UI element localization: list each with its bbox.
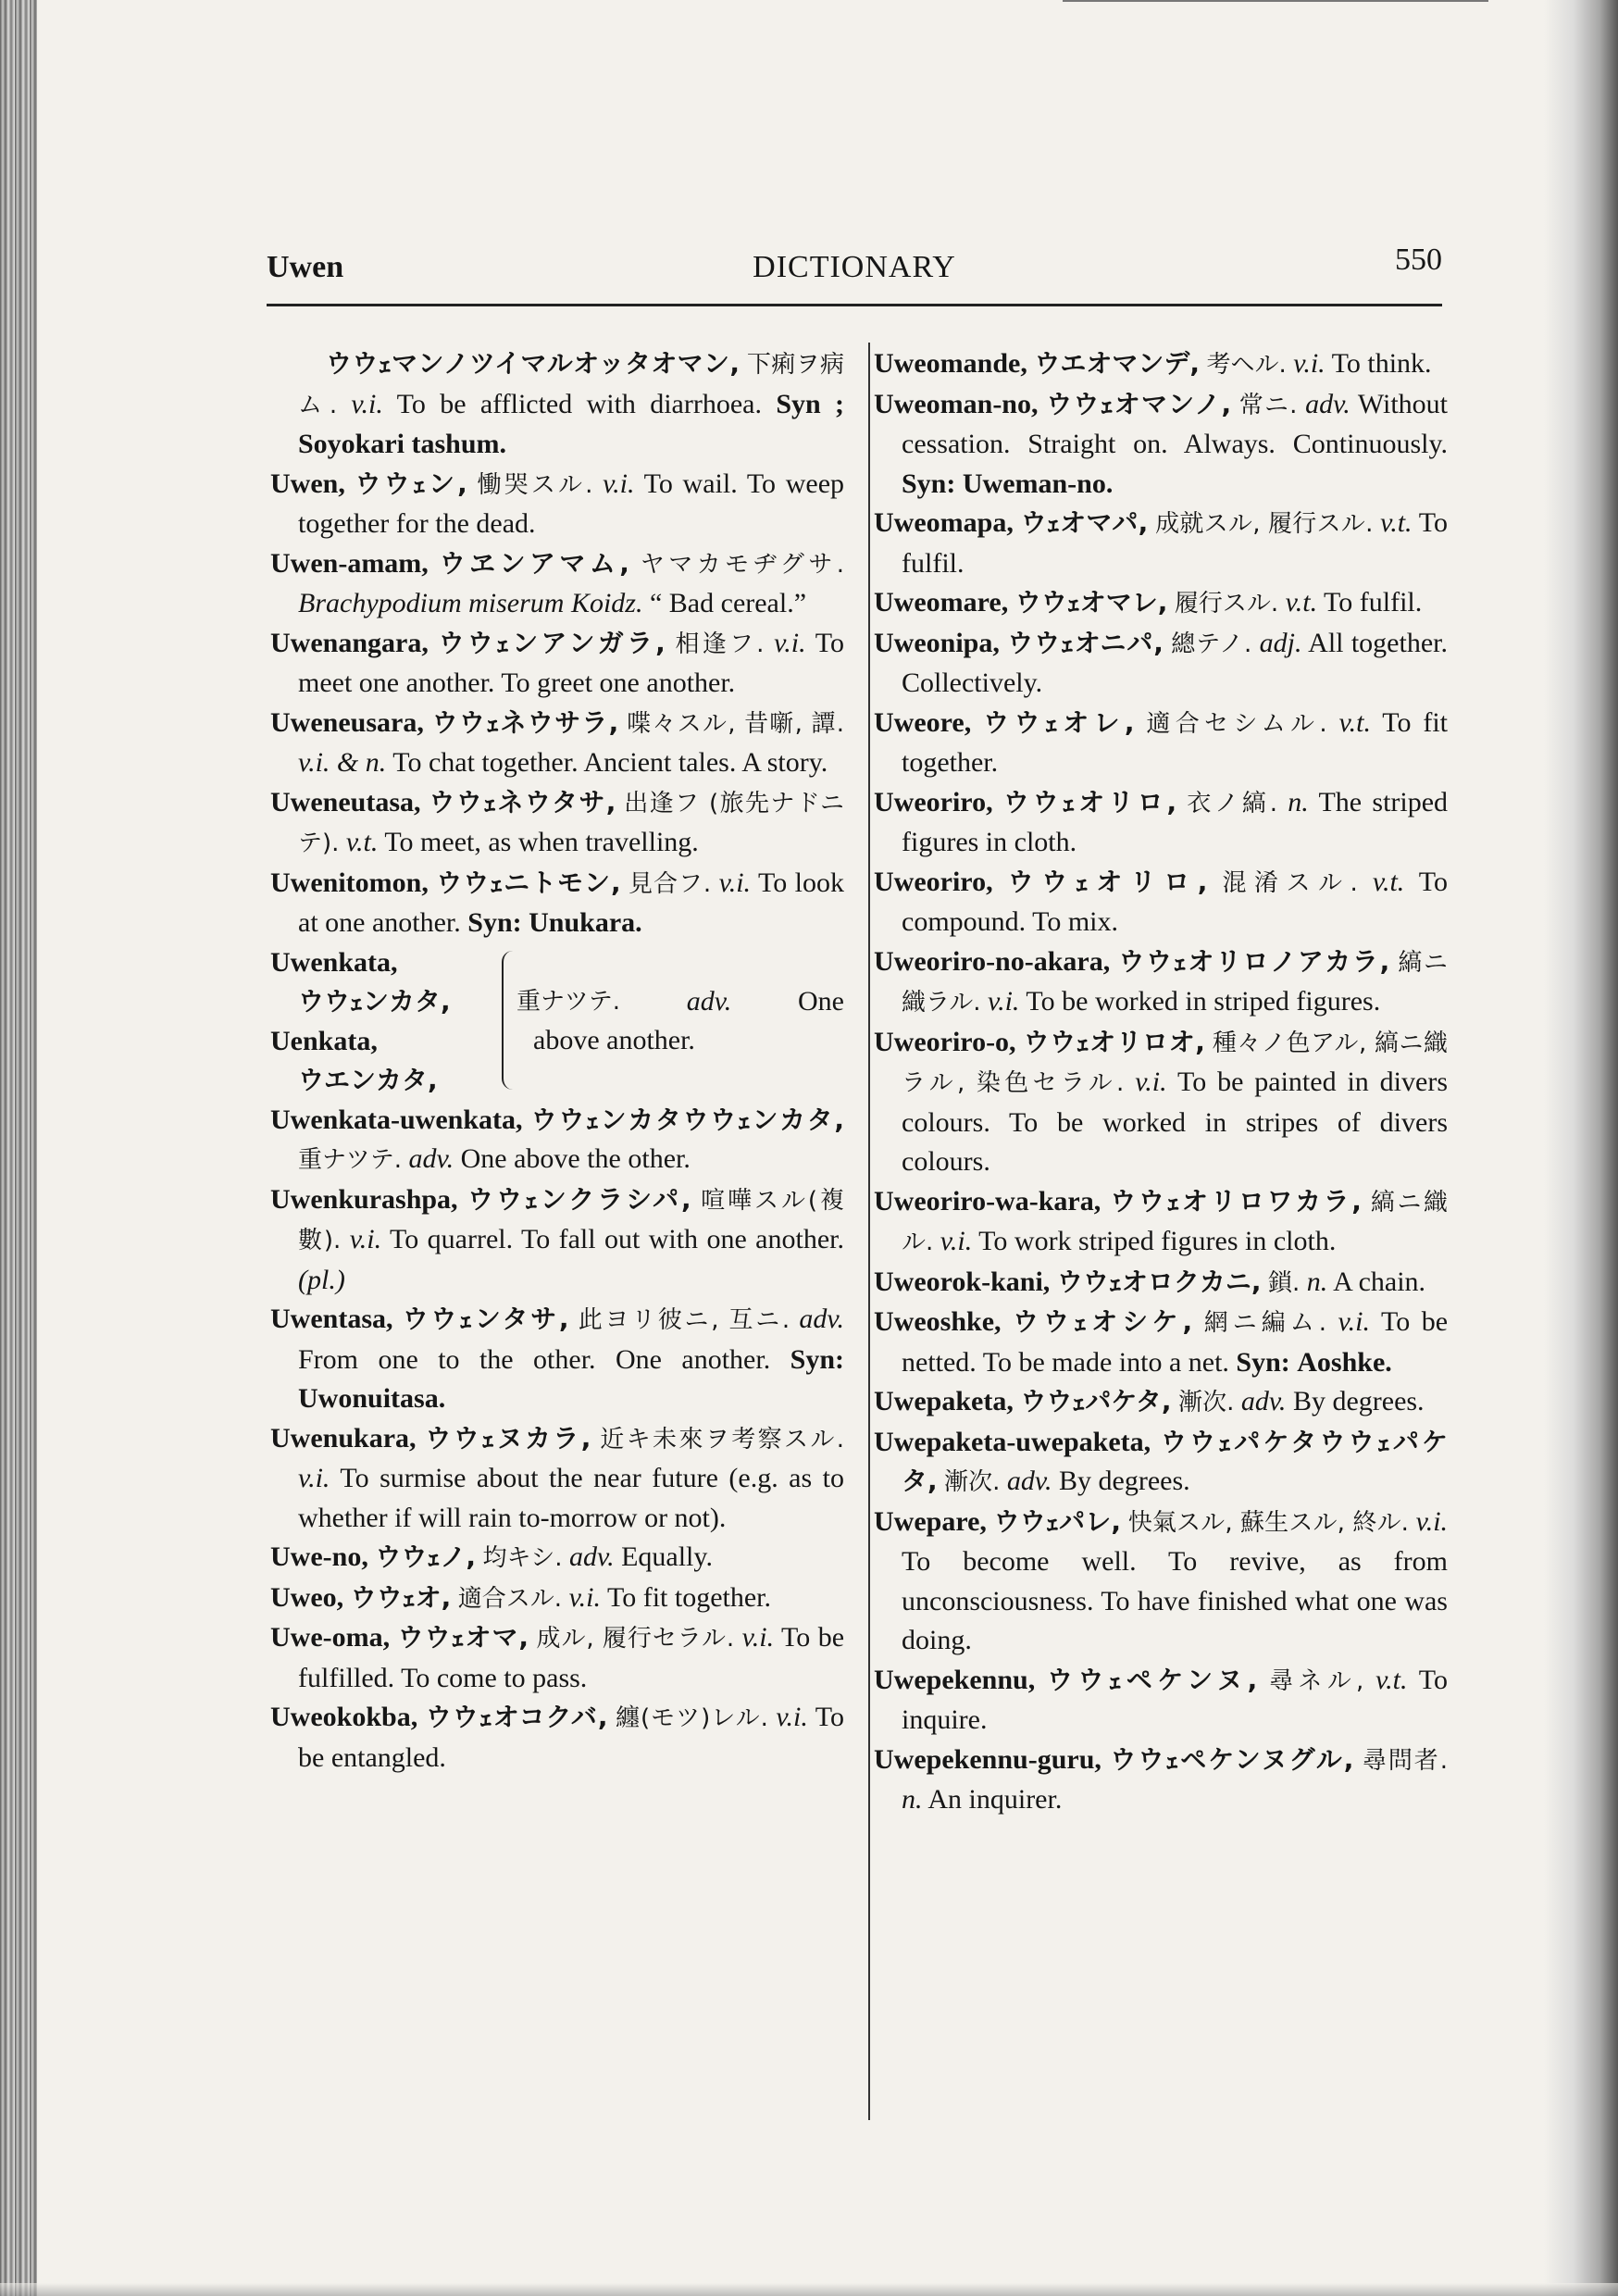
dictionary-entry: Uweoriro-no-akara, ウウｪオリロノアカラ, 縞ニ織ラル. v.i. To be worked in striped figures. <box>874 945 1449 1017</box>
headword: Uweore, <box>874 706 972 738</box>
headword: Uwepaketa, <box>874 1386 1014 1416</box>
dictionary-entry: Uwepare, ウウｪパレ, 快氣スル, 蘇生スル, 終ル. v.i. To become well. To revive, as from unconsciousness. To have finished what one was doing. <box>874 1505 1449 1655</box>
dictionary-entry: Uweoman-no, ウウｪオマンノ, 常ニ. adv. Without cessation. Straight on. Always. Continuously. Syn: Uweman-no. <box>874 388 1449 499</box>
dictionary-entry-group: Uwenkata, ウウｪンカタ, Uenkata, ウエンカタ, 重ナツテ. adv. One above another. <box>270 943 844 1101</box>
dictionary-entry: ウウｪマンノツイマルオッタオマン, 下痢ヲ病ム. v.i. To be afflicted with diarrhoea. Syn ; Soyokari tashum. <box>298 348 845 459</box>
dictionary-entry: Uweneusara, ウウｪネウサラ, 喋々スル, 昔噺, 譚. v.i. & n. To chat together. Ancient tales. A story. <box>270 706 845 778</box>
headword: Uwen, <box>270 468 345 499</box>
page-number: 550 <box>1395 243 1442 277</box>
dictionary-entry: Uweoriro-o, ウウｪオリロオ, 種々ノ色アル, 縞ニ織ラル, 染色セラル. v.i. To be painted in divers colours. To be worked in stripes of divers colours. <box>874 1026 1449 1177</box>
dictionary-entry: Uwenangara, ウウｪンアンガラ, 相逢フ. v.i. To meet one another. To greet one another. <box>270 627 845 698</box>
headword: Uweoshke, <box>874 1306 1002 1337</box>
dictionary-entry: Uweoriro, ウウｪオリロ, 衣ノ縞. n. The striped figures in cloth. <box>874 786 1449 857</box>
dictionary-entry: Uwen-amam, ウヱンアマム, ヤマカモヂグサ. Brachypodium miserum Koidz. “ Bad cereal.” <box>270 547 844 618</box>
column-divider <box>868 343 870 2120</box>
headword: Uweoriro, <box>874 786 993 817</box>
headword: Uweomapa, <box>874 507 1014 538</box>
guide-word: Uwen <box>267 250 344 284</box>
scan-edge-bottom <box>0 2283 1618 2296</box>
page-header <box>267 243 1442 306</box>
headword: Uwe-oma, <box>270 1622 391 1653</box>
dictionary-entry: Uweneutasa, ウウｪネウタサ, 出逢フ (旅先ナドニテ). v.t. To meet, as when travelling. <box>270 786 845 857</box>
headword: Uwepare, <box>874 1505 987 1537</box>
dictionary-entry: Uwenkurashpa, ウウｪンクラシパ, 喧嘩スル(複數). v.i. To quarrel. To fall out with one another. (pl.) <box>270 1183 845 1295</box>
headword: Uwe-no, <box>270 1541 368 1572</box>
dictionary-entry: Uwepekennu-guru, ウウｪペケンヌグル, 尋問者. n. An inquirer. <box>874 1743 1449 1815</box>
dictionary-entry: Uweomande, ウエオマンデ, 考ヘル. v.i. To think. <box>874 348 1432 379</box>
headword: Uwen-amam, <box>270 547 429 579</box>
brace <box>502 951 517 1090</box>
dictionary-entry: Uweoriro, ウウｪオリロ, 混淆スル. v.t. To compound. To mix. <box>874 866 1449 937</box>
dictionary-entry: Uweonipa, ウウｪオニパ, 總テノ. adj. All together. Collectively. <box>874 627 1448 698</box>
dictionary-entry: Uweomapa, ウｪオマパ, 成就スル, 履行スル. v.t. To fulfil. <box>874 507 1449 579</box>
dictionary-entry: Uwenukara, ウウｪヌカラ, 近キ未來ヲ考察スル. v.i. To surmise about the near future (e.g. as to whether if will rain to-morrow or not). <box>270 1422 845 1533</box>
headword: Uweo, <box>270 1581 344 1613</box>
dictionary-entry: Uwentasa, ウウｪンタサ, 此ヨリ彼ニ, 互ニ. adv. From one to the other. One another. Syn: Uwonuitasa. <box>270 1304 845 1414</box>
header-rule <box>267 304 1442 306</box>
headword: Uwepekennu, <box>874 1664 1036 1695</box>
headword: Uweneusara, <box>270 706 424 738</box>
dictionary-entry: Uweoshke, ウウｪオシケ, 網ニ編ム. v.i. To be netted. To be made into a net. Syn: Aoshke. <box>874 1306 1449 1378</box>
dictionary-entry: Uweore, ウウｪオレ, 適合セシムル. v.t. To fit together. <box>874 706 1449 778</box>
dictionary-entry: Uwen, ウウｪン, 慟哭スル. v.i. To wail. To weep together for the dead. <box>270 468 845 539</box>
dictionary-entry: Uweokokba, ウウｪオコクバ, 纏(モツ)レル. v.i. To be entangled. <box>270 1702 845 1773</box>
headword: Uwenitomon, <box>270 867 429 898</box>
scan-edge-left <box>0 0 37 2296</box>
headword: Uwenkata, <box>270 946 398 978</box>
headword: Uweonipa, <box>874 627 1000 658</box>
headword: Uweorok-kani, <box>874 1266 1051 1297</box>
headword: Uweoriro-wa-kara, <box>874 1185 1101 1217</box>
dictionary-entry: Uweo, ウウｪオ, 適合スル. v.i. To fit together. <box>270 1581 771 1613</box>
dictionary-entry: Uwe-no, ウウｪノ, 均キシ. adv. Equally. <box>270 1541 713 1572</box>
headword: Uweomande, <box>874 348 1027 379</box>
headword: Uwenukara, <box>270 1422 417 1454</box>
headword: Uwepaketa-uwepaketa, <box>874 1426 1151 1457</box>
dictionary-entry: Uwepaketa, ウウｪパケタ, 漸次. adv. By degrees. <box>874 1386 1425 1416</box>
headword: Uwenangara, <box>270 627 429 658</box>
headword: Uweokokba, <box>270 1702 418 1732</box>
dictionary-entry: Uweorok-kani, ウウｪオロクカニ, 鎖. n. A chain. <box>874 1266 1426 1297</box>
headword: Uweomare, <box>874 587 1009 618</box>
headword: Uwenkurashpa, <box>270 1183 458 1215</box>
dictionary-entry: Uwepaketa-uwepaketa, ウウｪパケタウウｪパケタ, 漸次. adv. By degrees. <box>874 1426 1449 1496</box>
headword: Uweoman-no, <box>874 388 1039 419</box>
page-title: DICTIONARY <box>753 250 956 284</box>
headword: Uweoriro-no-akara, <box>874 945 1111 977</box>
headword: Uwenkata-uwenkata, <box>270 1104 523 1135</box>
dictionary-entry: Uwe-oma, ウウｪオマ, 成ル, 履行セラル. v.i. To be fulfilled. To come to pass. <box>270 1622 845 1693</box>
right-column <box>874 344 1448 1820</box>
dictionary-entry: Uwepekennu, ウウｪペケンヌ, 尋ネル, v.t. To inquire. <box>874 1664 1449 1735</box>
scan-top-line <box>1063 0 1488 2</box>
headword: Uweoriro, <box>874 866 993 897</box>
headword: Uwepekennu-guru, <box>874 1743 1101 1775</box>
scan-edge-right <box>1544 0 1618 2296</box>
headword: Uwentasa, <box>270 1304 393 1334</box>
headword: Uweoriro-o, <box>874 1026 1016 1057</box>
dictionary-entry: Uwenkata-uwenkata, ウウｪンカタウウｪンカタ, 重ナツテ. adv. One above the other. <box>270 1104 844 1174</box>
dictionary-entry: Uweoriro-wa-kara, ウウｪオリロワカラ, 縞ニ織ル. v.i. To work striped figures in cloth. <box>874 1185 1449 1256</box>
dictionary-entry: Uweomare, ウウｪオマレ, 履行スル. v.t. To fulfil. <box>874 587 1423 618</box>
left-column <box>270 344 844 1778</box>
dictionary-entry: Uwenitomon, ウウｪニトモン, 見合フ. v.i. To look at one another. Syn: Unukara. <box>270 867 845 938</box>
headword: Uenkata, <box>270 1025 378 1056</box>
headword: Uweneutasa, <box>270 786 421 817</box>
